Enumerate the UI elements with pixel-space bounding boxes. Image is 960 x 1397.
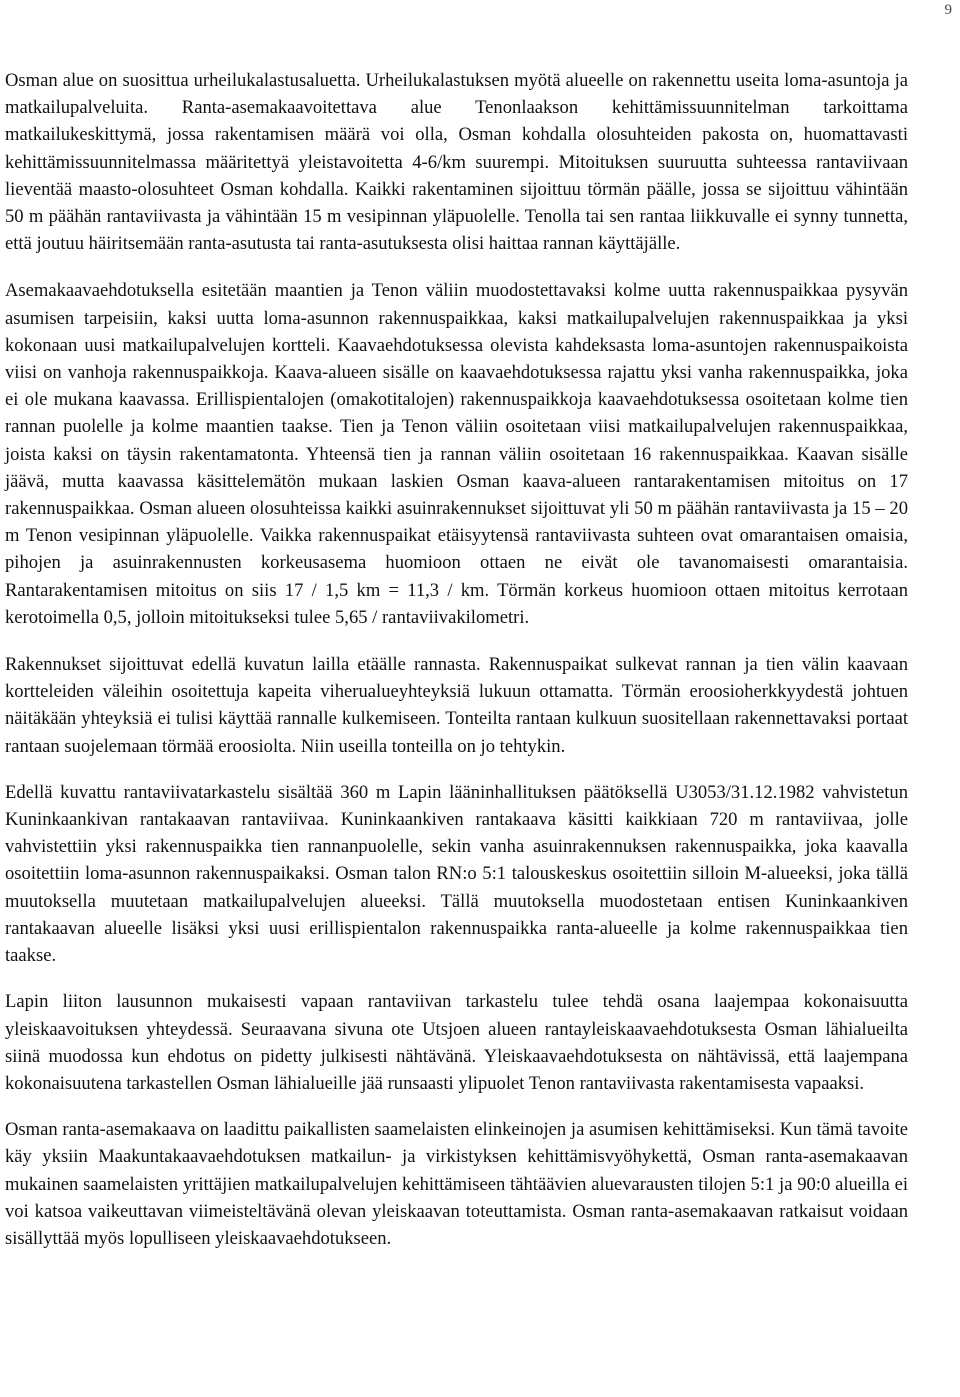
paragraph-building-placement: Rakennukset sijoittuvat edellä kuvatun lailla etäälle rannasta. Rakennuspaikat sulkevat rannan ja tien välin kaavaan kortteleiden väleihin osoitettuja kapeita viherualueyhteyksiä lukuun ottamatta. Törmän eroosioherkkyydestä johtuen näitäkään yhteyksiä ei tulisi käyttää rannalle kulkemiseen. Tonteilta rantaan kulkuun suositellaan rakennettavaksi portaat rantaan suojelemaan törmää eroosiolta. Niin useilla tonteilla on jo tehtykin. <box>5 654 908 757</box>
paragraph-fishing-area: Osman alue on suosittua urheilukalastusaluetta. Urheilukalastuksen myötä alueelle on rakennettu useita loma-asuntoja ja matkailupalveluita. Ranta-asemakaavoitettava alue Tenonlaakson kehittämissuunnitelman tarkoittama matkailukeskittymä, jossa rakentamisen määrä voi olla, Osman kohdalla olosuhteiden pakosta on, huomattavasti kehittämissuunnitelmassa määritettyä yleistavoitetta 4-6/km suurempi. Mitoituksen suuruutta suhteessa rantaviivaan lieventää maasto-olosuhteet Osman kohdalla. Kaikki rakentaminen sijoittuu törmän päälle, jossa se sijoittuu vähintään 50 m päähän rantaviivasta ja vähintään 15 m vesipinnan yläpuolelle. Tenolla tai sen rantaa liikkuvalle ei synny tunnetta, että joutuu häiritsemään ranta-asutusta tai ranta-asutuksesta olisi haittaa rannan käyttäjälle. <box>5 70 908 255</box>
paragraph-shoreline-review: Edellä kuvattu rantaviivatarkastelu sisältää 360 m Lapin lääninhallituksen päätöksellä U3053/31.12.1982 vahvistetun Kuninkaankivan rantakaavan rantaviivaa. Kuninkaankiven rantakaava käsitti kaikkiaan 720 m rantaviivaa, jolle vahvistettiin yksi rakennuspaikka tien rannanpuolelle, sekin vanha asuinrakennuksen rakennuspaikka, joka kaavalla osoitettiin loma-asunnon rakennuspaikaksi. Osman talon RN:o 5:1 talouskeskus osoitettiin silloin M-alueeksi, joka tällä muutoksella muutetaan matkailupalvelujen alueeksi. Tällä muutoksella muodostetaan entisen Kuninkaankiven rantakaavan alueelle lisäksi yksi uusi erillispientalon rakennuspaikka ranta-alueelle ja kolme rakennuspaikkaa tien taakse. <box>5 781 908 967</box>
document-body <box>5 67 908 1270</box>
paragraph-regional-statement: Lapin liiton lausunnon mukaisesti vapaan rantaviivan tarkastelu tulee tehdä osana laajempaa kokonaisuutta yleiskaavoituksen yhteydessä. Seuraavana sivuna ote Utsjoen alueen rantayleiskaavaehdotuksesta Osman lähialueilta siinä muodossa kun ehdotus on pidetty julkisesti nähtävänä. Yleiskaavaehdotuksesta on nähtävissä, että laajempana kokonaisuutena tarkastellen Osman lähialueille jää runsaasti ylipuolet Tenon rantaviivasta rakentamisesta vapaaksi. <box>5 991 908 1094</box>
paragraph-sami-livelihoods: Osman ranta-asemakaava on laadittu paikallisten saamelaisten elinkeinojen ja asumisen kehittämiseksi. Kun tämä tavoite käy yksiin Maakuntakaavaehdotuksen matkailun- ja virkistyksen kehittämisvyöhykettä, Osman ranta-asemakaavan mukainen saamelaisten yrittäjien matkailupalvelujen kehittämiseen tähtäävien aluevarausten tilojen 5:1 ja 90:0 alueilla ei voi katsoa vaikeuttavan viimeisteltävänä olevan yleiskaavan toteuttamista. Osman ranta-asemakaavan ratkaisut voidaan sisällyttää myös lopulliseen yleiskaavaehdotukseen. <box>5 1119 908 1249</box>
page-number: 9 <box>944 2 952 18</box>
paragraph-plan-proposal: Asemakaavaehdotuksella esitetään maantien ja Tenon väliin muodostettavaksi kolme uutta rakennuspaikkaa pysyvän asumisen tarpeisiin, kaksi uutta loma-asunnon rakennuspaikkaa, kaksi matkailupalvelujen rakennuspaikkaa ja yksi kokonaan uusi matkailupalvelujen kortteli. Kaavaehdotuksessa olevista kahdeksasta loma-asuntojen rakennuspaikoista viisi on vanhoja rakennuspaikkoja. Kaava-alueen sisälle on kaavaehdotuksessa rajattu yksi vanha rakennuspaikka, joka ei ole mukana kaavassa. Erillispientalojen (omakotitalojen) rakennuspaikkoja kaavaehdotuksessa osoitetaan kolme tien rannan puolelle ja kolme maantien taakse. Tien ja Tenon väliin osoitetaan viisi matkailupalvelujen rakennuspaikkaa, joista kaksi on täysin rakentamatonta. Yhteensä tien ja rannan väliin osoitetaan 16 rakennuspaikkaa. Kaavan sisälle jäävä, mutta kaavassa käsittelemätön mukaan laskien Osman kaava-alueen rantarakentamisen mitoitus on 17 rakennuspaikkaa. Osman alueen olosuhteissa kaikki asuinrakennukset sijoittuvat yli 50 m päähän rantaviivasta ja 15 – 20 m Tenon vesipinnan yläpuolelle. Vaikka rakennuspaikat etäisyytensä rantaviivasta suhteen ovat omarantaisen omaisia, pihojen ja asuinrakennusten korkeusasema huomioon ottaen ne eivät ole tavanomaisesti omarantaisia. Rantarakentamisen mitoitus on siis 17 / 1,5 km = 11,3 / km. Törmän korkeus huomioon ottaen mitoitus kerrotaan kerotoimella 0,5, jolloin mitoitukseksi tulee 5,65 / rantaviivakilometri. <box>5 280 908 628</box>
